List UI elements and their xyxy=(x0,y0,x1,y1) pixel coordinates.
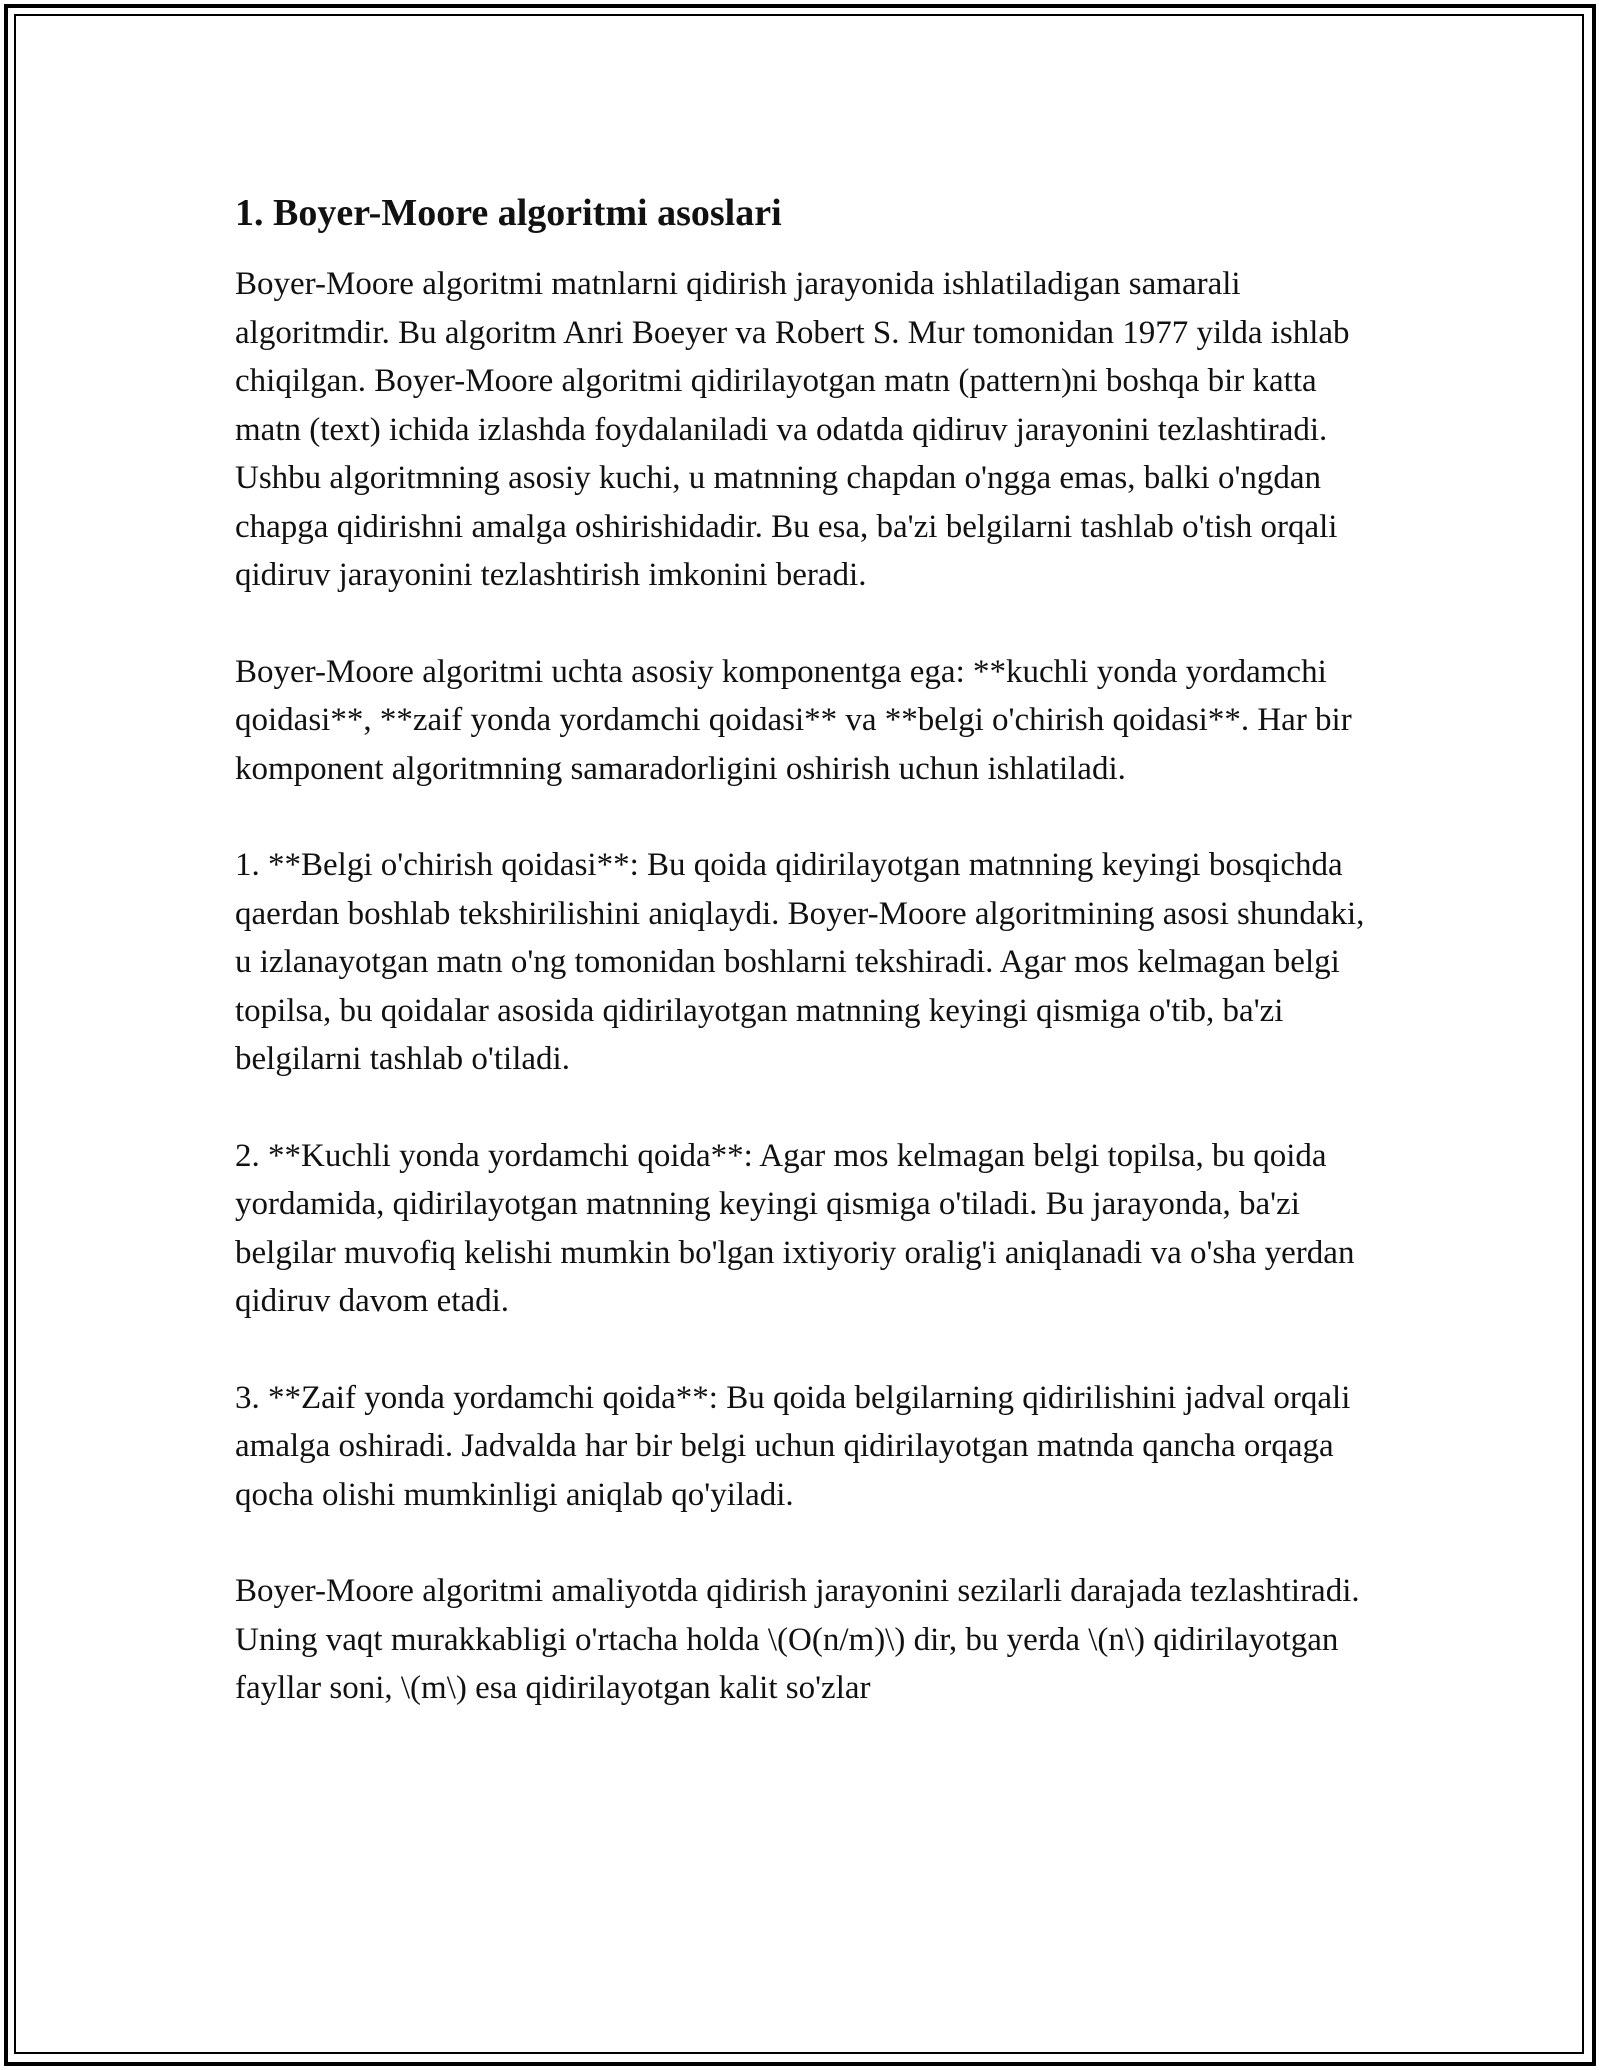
section-heading: 1. Boyer-Moore algoritmi asoslari xyxy=(235,192,782,234)
paragraph-rule-1: 1. **Belgi o'chirish qoidasi**: Bu qoida qidirilayotgan matnning keyingi bosqichda qaerdan boshlab tekshirilishini aniqlaydi. Boyer-Moore algoritmining asosi shundaki, u izlanayotgan matn o'ng tomonidan boshlarni tekshiradi. Agar mos kelmagan belgi topilsa, bu qoidalar asosida qidirilayotgan matnning keyingi qismiga o'tib, ba'zi belgilarni tashlab o'tiladi. xyxy=(235,847,1365,1077)
paragraph-intro: Boyer-Moore algoritmi matnlarni qidirish jarayonida ishlatiladigan samarali algoritmdir. Bu algoritm Anri Boeyer va Robert S. Mur tomonidan 1977 yilda ishlab chiqilgan. Boyer-Moore algoritmi qidirilayotgan matn (pattern)ni boshqa bir katta matn (text) ichida izlashda foydalaniladi va odatda qidiruv jarayonini tezlashtiradi. Ushbu algoritmning asosiy kuchi, u matnning chapdan o'ngga emas, balki o'ngdan chapga qidirishni amalga oshirishidadir. Bu esa, ba'zi belgilarni tashlab o'tish orqali qidiruv jarayonini tezlashtirish imkonini beradi. xyxy=(235,266,1350,593)
paragraph-rule-2: 2. **Kuchli yonda yordamchi qoida**: Agar mos kelmagan belgi topilsa, bu qoida yordamida, qidirilayotgan matnning keyingi qismiga o'tiladi. Bu jarayonda, ba'zi belgilar muvofiq kelishi mumkin bo'lgan ixtiyoriy oralig'i aniqlanadi va o'sha yerdan qidiruv davom etadi. xyxy=(235,1137,1355,1319)
paragraph-rule-3: 3. **Zaif yonda yordamchi qoida**: Bu qoida belgilarning qidirilishini jadval orqali amalga oshiradi. Jadvalda har bir belgi uchun qidirilayotgan matnda qancha orqaga qocha olishi mumkinligi aniqlab qo'yiladi. xyxy=(235,1379,1351,1513)
document-body xyxy=(235,188,1370,1761)
paragraph-complexity: Boyer-Moore algoritmi amaliyotda qidirish jarayonini sezilarli darajada tezlashtiradi. Uning vaqt murakkabligi o'rtacha holda \(O(n/m)\) dir, bu yerda \(n\) qidirilayotgan fayllar soni, \(m\) esa qidirilayotgan kalit so'zlar xyxy=(235,1573,1360,1706)
paragraph-components: Boyer-Moore algoritmi uchta asosiy komponentga ega: **kuchli yonda yordamchi qoidasi**, **zaif yonda yordamchi qoidasi** va **belgi o'chirish qoidasi**. Har bir komponent algoritmning samaradorligini oshirish uchun ishlatiladi. xyxy=(235,653,1352,787)
